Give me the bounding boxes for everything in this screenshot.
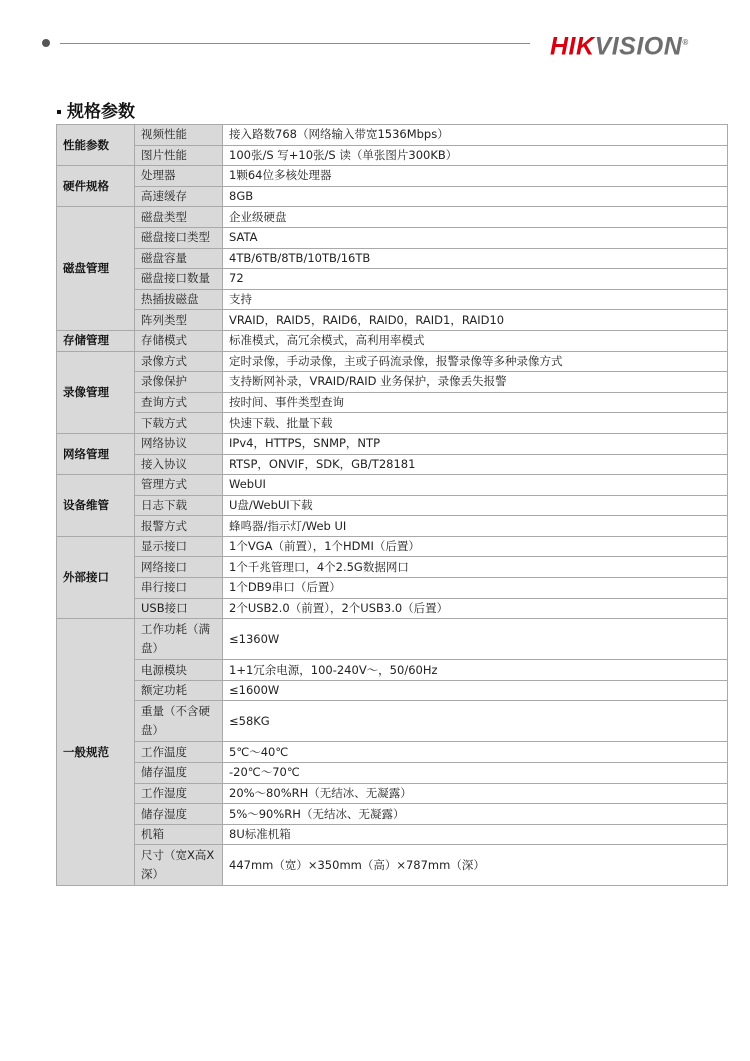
param-value-cell: 4TB/6TB/8TB/10TB/16TB: [223, 248, 728, 269]
table-row: [57, 783, 728, 804]
param-value-cell: 支持: [223, 289, 728, 310]
param-name-cell: 尺寸（宽X高X深）: [135, 845, 223, 886]
table-row: [57, 742, 728, 763]
section-title: [57, 100, 135, 124]
table-row: [57, 372, 728, 393]
table-row: [57, 578, 728, 599]
param-name-cell: USB接口: [135, 598, 223, 619]
param-value-cell: RTSP，ONVIF，SDK，GB/T28181: [223, 454, 728, 475]
param-name-cell: 管理方式: [135, 475, 223, 496]
param-value-cell: 8GB: [223, 186, 728, 207]
param-value-cell: ≤1600W: [223, 680, 728, 701]
spec-table-body: [57, 125, 728, 886]
category-cell: 性能参数: [57, 125, 135, 166]
param-value-cell: 接入路数768（网络输入带宽1536Mbps）: [223, 125, 728, 146]
param-name-cell: 机箱: [135, 824, 223, 845]
param-value-cell: WebUI: [223, 475, 728, 496]
param-value-cell: 2个USB2.0（前置），2个USB3.0（后置）: [223, 598, 728, 619]
param-name-cell: 重量（不含硬盘）: [135, 701, 223, 742]
table-row: [57, 495, 728, 516]
param-name-cell: 显示接口: [135, 536, 223, 557]
logo-vision-text: VISION: [594, 32, 683, 61]
category-cell: 设备维管: [57, 475, 135, 537]
table-row: [57, 413, 728, 434]
param-name-cell: 查询方式: [135, 392, 223, 413]
param-name-cell: 阵列类型: [135, 310, 223, 331]
table-row: [57, 166, 728, 187]
table-row: [57, 186, 728, 207]
param-value-cell: 支持断网补录，VRAID/RAID 业务保护，录像丢失报警: [223, 372, 728, 393]
table-row: [57, 207, 728, 228]
param-name-cell: 磁盘容量: [135, 248, 223, 269]
param-name-cell: 热插拔磁盘: [135, 289, 223, 310]
param-value-cell: 1个DB9串口（后置）: [223, 578, 728, 599]
hikvision-logo: [550, 28, 689, 61]
table-row: [57, 475, 728, 496]
param-name-cell: 工作功耗（满盘）: [135, 619, 223, 660]
param-value-cell: 企业级硬盘: [223, 207, 728, 228]
param-name-cell: 磁盘接口数量: [135, 269, 223, 290]
table-row: [57, 392, 728, 413]
category-cell: 录像管理: [57, 351, 135, 433]
param-value-cell: 按时间、事件类型查询: [223, 392, 728, 413]
param-value-cell: 8U标准机箱: [223, 824, 728, 845]
param-value-cell: 标准模式，高冗余模式，高利用率模式: [223, 330, 728, 351]
param-name-cell: 报警方式: [135, 516, 223, 537]
table-row: [57, 269, 728, 290]
param-value-cell: 20%～80%RH（无结冰、无凝露）: [223, 783, 728, 804]
param-value-cell: 1个千兆管理口，4个2.5G数据网口: [223, 557, 728, 578]
param-name-cell: 储存湿度: [135, 804, 223, 825]
spec-table: [56, 124, 728, 886]
table-row: [57, 845, 728, 886]
param-name-cell: 录像方式: [135, 351, 223, 372]
section-title-text: 规格参数: [67, 102, 135, 122]
param-value-cell: U盘/WebUI下载: [223, 495, 728, 516]
table-row: [57, 351, 728, 372]
table-row: [57, 824, 728, 845]
table-row: [57, 536, 728, 557]
table-row: [57, 289, 728, 310]
param-name-cell: 视频性能: [135, 125, 223, 146]
table-row: [57, 804, 728, 825]
param-value-cell: 1个VGA（前置），1个HDMI（后置）: [223, 536, 728, 557]
table-row: [57, 310, 728, 331]
param-name-cell: 磁盘类型: [135, 207, 223, 228]
param-value-cell: 1+1冗余电源，100-240V～，50/60Hz: [223, 660, 728, 681]
param-name-cell: 额定功耗: [135, 680, 223, 701]
param-value-cell: VRAID，RAID5，RAID6，RAID0，RAID1，RAID10: [223, 310, 728, 331]
table-row: [57, 145, 728, 166]
category-cell: 网络管理: [57, 433, 135, 474]
param-value-cell: 定时录像，手动录像，主或子码流录像，报警录像等多种录像方式: [223, 351, 728, 372]
header-dot: [42, 39, 50, 47]
param-name-cell: 储存温度: [135, 763, 223, 784]
header-rule: [60, 43, 530, 44]
param-name-cell: 电源模块: [135, 660, 223, 681]
param-value-cell: IPv4，HTTPS，SNMP，NTP: [223, 433, 728, 454]
category-cell: 存储管理: [57, 330, 135, 351]
bullet-icon: [57, 110, 61, 114]
param-value-cell: 5℃～40℃: [223, 742, 728, 763]
table-row: [57, 433, 728, 454]
param-value-cell: 100张/S 写+10张/S 读（单张图片300KB）: [223, 145, 728, 166]
param-value-cell: 快速下载、批量下载: [223, 413, 728, 434]
param-name-cell: 工作湿度: [135, 783, 223, 804]
logo-hik-text: HIK: [550, 32, 595, 61]
param-name-cell: 网络接口: [135, 557, 223, 578]
param-name-cell: 下载方式: [135, 413, 223, 434]
table-row: [57, 330, 728, 351]
param-name-cell: 存储模式: [135, 330, 223, 351]
param-value-cell: ≤1360W: [223, 619, 728, 660]
param-name-cell: 工作温度: [135, 742, 223, 763]
table-row: [57, 125, 728, 146]
table-row: [57, 516, 728, 537]
param-name-cell: 图片性能: [135, 145, 223, 166]
param-value-cell: 447mm（宽）×350mm（高）×787mm（深）: [223, 845, 728, 886]
category-cell: 磁盘管理: [57, 207, 135, 331]
param-value-cell: 1颗64位多核处理器: [223, 166, 728, 187]
param-name-cell: 处理器: [135, 166, 223, 187]
table-row: [57, 701, 728, 742]
table-row: [57, 660, 728, 681]
param-value-cell: 蜂鸣器/指示灯/Web UI: [223, 516, 728, 537]
table-row: [57, 598, 728, 619]
category-cell: 硬件规格: [57, 166, 135, 207]
category-cell: 一般规范: [57, 619, 135, 886]
table-row: [57, 619, 728, 660]
param-name-cell: 接入协议: [135, 454, 223, 475]
param-value-cell: 72: [223, 269, 728, 290]
param-value-cell: 5%～90%RH（无结冰、无凝露）: [223, 804, 728, 825]
param-name-cell: 网络协议: [135, 433, 223, 454]
param-value-cell: SATA: [223, 227, 728, 248]
table-row: [57, 227, 728, 248]
table-row: [57, 454, 728, 475]
param-name-cell: 录像保护: [135, 372, 223, 393]
param-value-cell: -20℃～70℃: [223, 763, 728, 784]
param-name-cell: 日志下载: [135, 495, 223, 516]
param-value-cell: ≤58KG: [223, 701, 728, 742]
category-cell: 外部接口: [57, 536, 135, 618]
table-row: [57, 557, 728, 578]
param-name-cell: 磁盘接口类型: [135, 227, 223, 248]
logo-registered-mark: ®: [682, 38, 689, 47]
table-row: [57, 763, 728, 784]
table-row: [57, 248, 728, 269]
param-name-cell: 高速缓存: [135, 186, 223, 207]
table-row: [57, 680, 728, 701]
param-name-cell: 串行接口: [135, 578, 223, 599]
